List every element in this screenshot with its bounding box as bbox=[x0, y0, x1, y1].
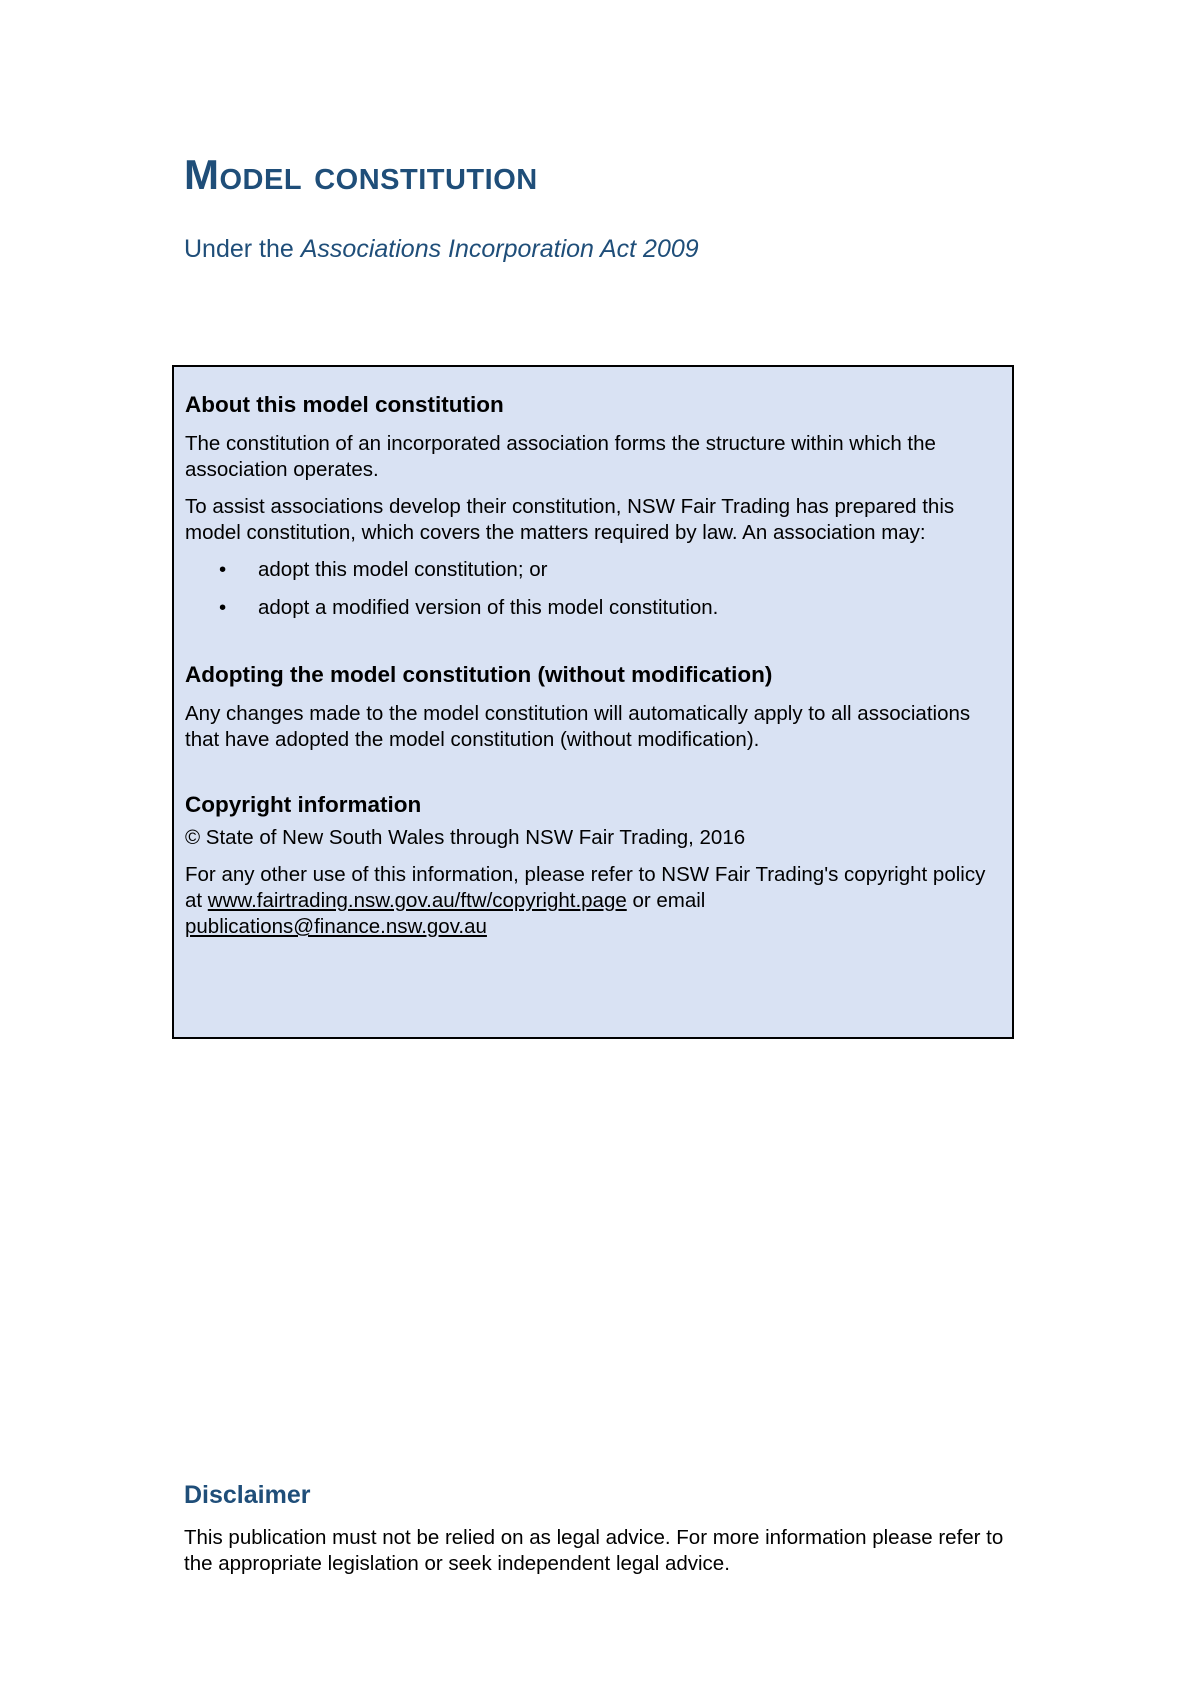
subtitle-prefix: Under the bbox=[184, 235, 301, 263]
about-paragraph-2: To assist associations develop their constitution, NSW Fair Trading has prepared this model constitution, which covers the matters required by law. An association may: bbox=[185, 495, 955, 544]
copyright-policy-link[interactable]: www.fairtrading.nsw.gov.au/ftw/copyright.page bbox=[207, 889, 627, 912]
copyright-or-email: or email bbox=[626, 889, 706, 912]
bullet-icon: • bbox=[219, 558, 227, 581]
list-item-text: adopt a modified version of this model constitution. bbox=[258, 596, 719, 619]
publications-email-link[interactable]: publications@finance.nsw.gov.au bbox=[185, 915, 487, 938]
disclaimer-text: This publication must not be relied on as legal advice. For more information please refer to the appropriate legislation or seek independent legal advice. bbox=[184, 1526, 1004, 1575]
bullet-icon: • bbox=[219, 596, 227, 619]
about-heading: About this model constitution bbox=[185, 392, 504, 417]
disclaimer-heading: Disclaimer bbox=[184, 1481, 311, 1509]
options-list bbox=[185, 557, 1000, 621]
copyright-policy bbox=[185, 862, 1000, 940]
document-subtitle bbox=[184, 234, 699, 264]
about-paragraph-1: The constitution of an incorporated association forms the structure within which the association operates. bbox=[185, 432, 936, 481]
list-item bbox=[185, 595, 1000, 621]
document-title: Model constitution bbox=[184, 151, 538, 198]
list-item-text: adopt this model constitution; or bbox=[258, 558, 548, 581]
list-item bbox=[185, 557, 1000, 583]
info-box bbox=[172, 365, 1014, 1039]
adopting-paragraph: Any changes made to the model constitution will automatically apply to all associations that have adopted the model constitution (without modification). bbox=[185, 702, 971, 751]
copyright-policy-prefix: For any other use of this information, please refer to NSW Fair Trading's copyright policy at bbox=[185, 863, 986, 912]
copyright-heading: Copyright information bbox=[185, 792, 422, 817]
adopting-heading: Adopting the model constitution (without modification) bbox=[185, 662, 773, 687]
subtitle-act-name: Associations Incorporation Act 2009 bbox=[300, 235, 699, 263]
copyright-notice: © State of New South Wales through NSW Fair Trading, 2016 bbox=[185, 826, 746, 849]
